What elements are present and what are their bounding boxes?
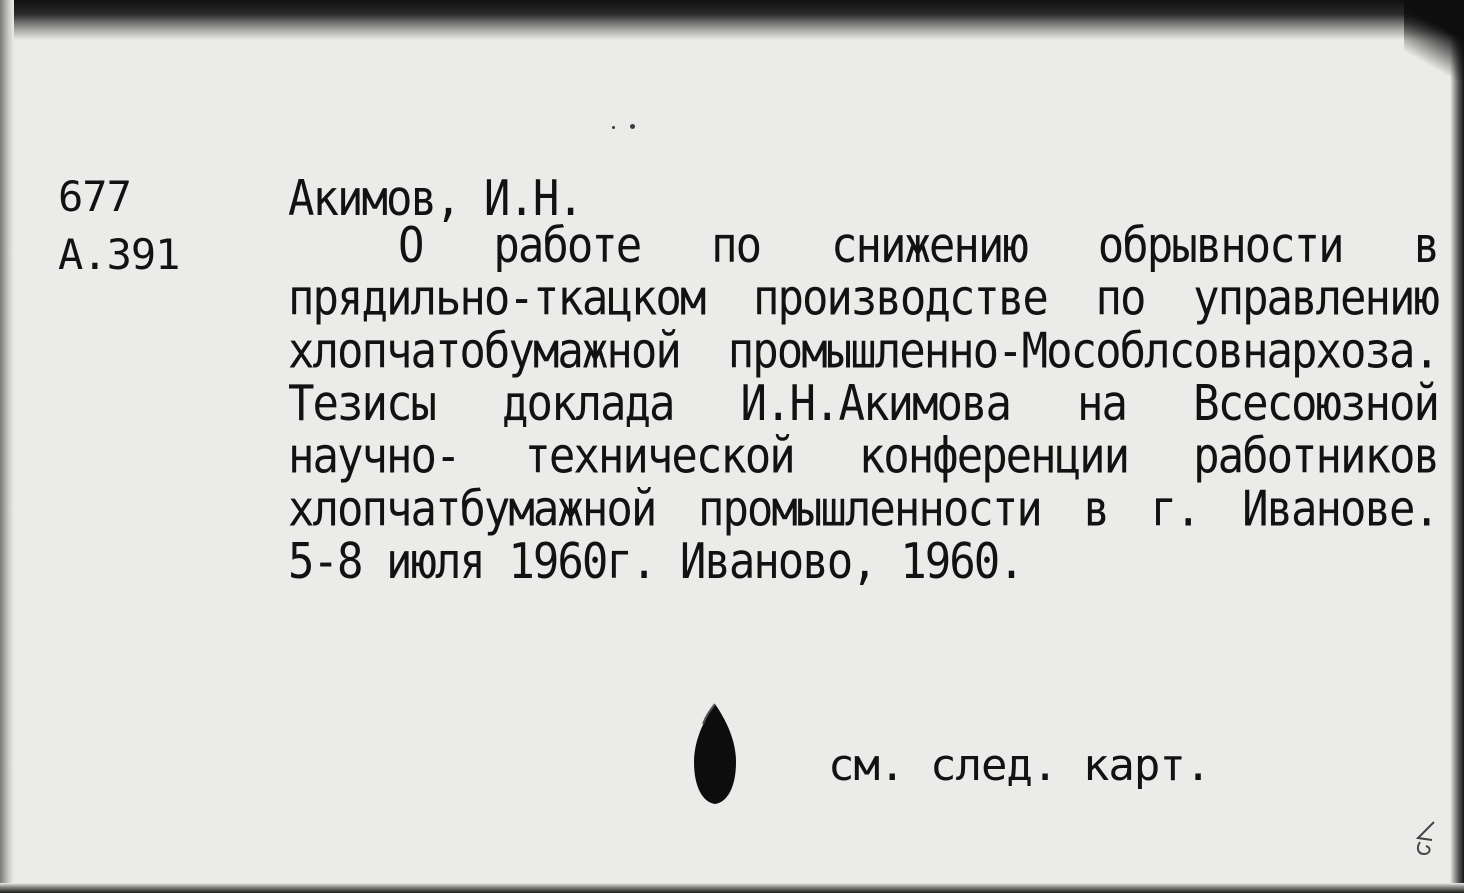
call-number-line1: 677 [58, 172, 131, 221]
punch-hole-icon [680, 700, 750, 808]
entry-description: О работе по снижению обрывности в прядильно-ткацком производстве по управлению хлопчатобумажной промышленно-Мособлсовнархоза. Тезисы доклада И.Н.Акимова на Всесоюзной научно- технической конференции работников хлопчатбумажной промышленности в г. Иванове. 5-8 июля 1960г. Иваново, 1960. [288, 217, 1438, 591]
author-heading: Акимов, И.Н. [288, 170, 582, 228]
scan-corner-shadow [1404, 0, 1464, 80]
pencil-mark-icon [1412, 818, 1440, 858]
call-number-line2: А.391 [58, 230, 180, 279]
bibliographic-entry [288, 168, 1438, 591]
speck [630, 124, 635, 129]
scan-edge-top [0, 0, 1464, 40]
scan-edge-right [1450, 0, 1464, 893]
speck [612, 126, 615, 129]
see-next-card-note: см. след. карт. [828, 740, 1211, 791]
call-number [58, 168, 179, 284]
scan-edge-bottom [0, 883, 1464, 893]
scan-edge-left [0, 0, 14, 893]
